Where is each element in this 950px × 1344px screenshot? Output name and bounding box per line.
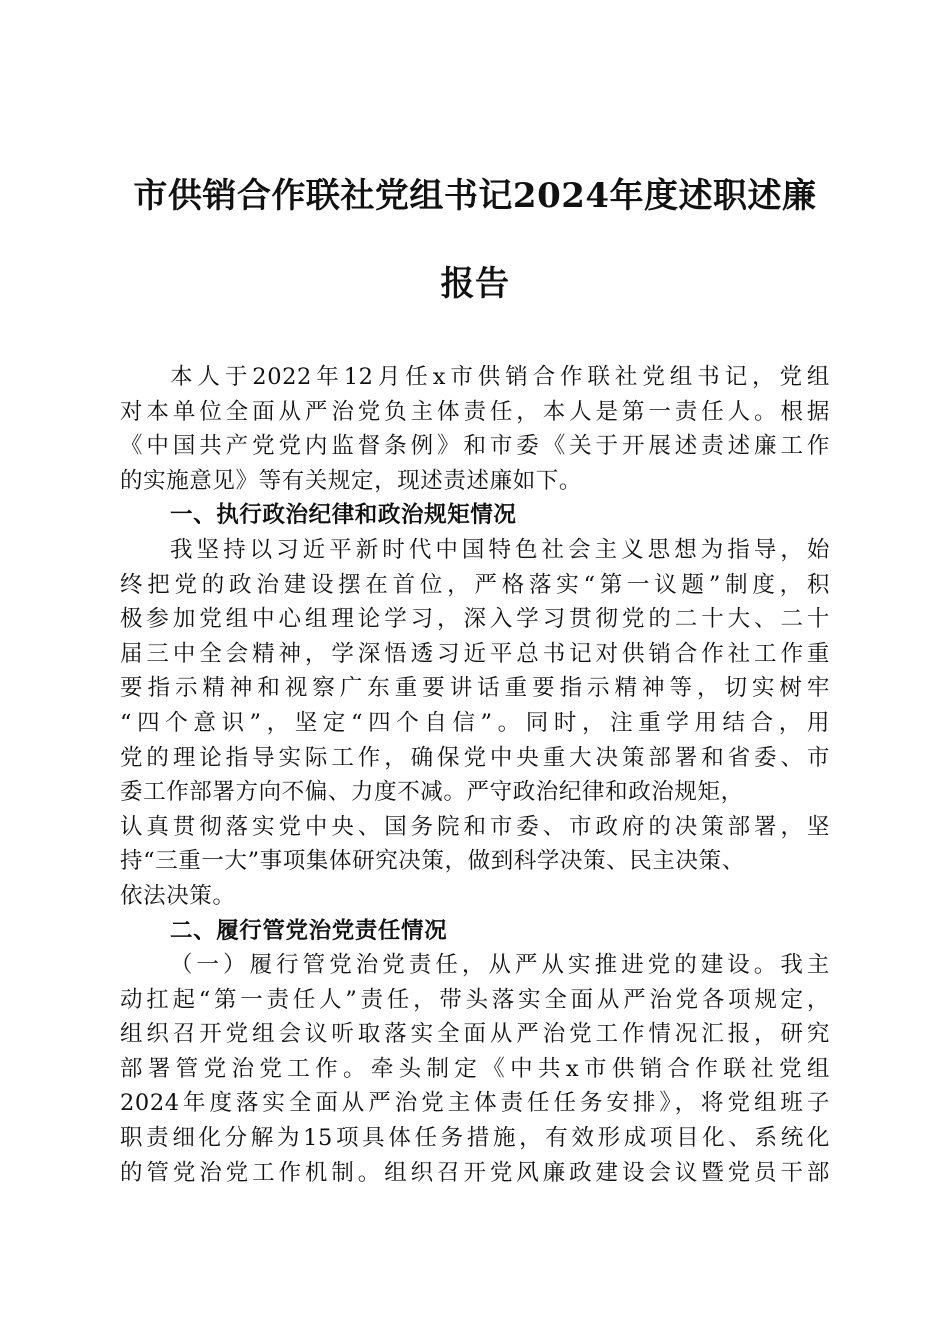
- paragraph-line: 委工作部署方向不偏、力度不减。严守政治纪律和政治规矩，: [120, 779, 744, 806]
- section-heading-2: 二、履行管党治党责任情况: [170, 917, 448, 944]
- paragraph-line: 我坚持以习近平新时代中国特色社会主义思想为指导，始: [170, 536, 830, 563]
- title-line-2: 报告: [440, 264, 510, 304]
- paragraph-line: 职责细化分解为15项具体任务措施，有效形成项目化、系统化: [120, 1125, 830, 1152]
- paragraph-line: 本人于2022年12月任x市供销合作联社党组书记，党组: [170, 364, 830, 390]
- document-body: [120, 360, 830, 1190]
- paragraph-line: 依法决策。: [120, 882, 236, 909]
- paragraph-line: 极参加党组中心组理论学习，深入学习贯彻党的二十大、二十: [120, 606, 830, 633]
- paragraph-line: 组织召开党组会议听取落实全面从严治党工作情况汇报，研究: [120, 1021, 830, 1048]
- title-line-1: 市供销合作联社党组书记2024年度述职述廉: [133, 176, 817, 216]
- document-title: [100, 170, 850, 310]
- paragraph-line: 要指示精神和视察广东重要讲话重要指示精神等，切实树牢: [120, 675, 830, 702]
- paragraph-line: 《中国共产党党内监督条例》和市委《关于开展述责述廉工作: [120, 433, 830, 460]
- paragraph-line: 动扛起“第一责任人”责任，带头落实全面从严治党各项规定，: [120, 986, 830, 1013]
- paragraph-line: “四个意识”，坚定“四个自信”。同时，注重学用结合，用: [120, 709, 830, 736]
- paragraph-line: 的管党治党工作机制。组织召开党风廉政建设会议暨党员干部: [120, 1159, 830, 1186]
- paragraph-line: 的实施意见》等有关规定，现述责述廉如下。: [120, 467, 583, 494]
- paragraph-line: 终把党的政治建设摆在首位，严格落实“第一议题”制度，积: [120, 571, 830, 598]
- paragraph-line: 2024年度落实全面从严治党主体责任任务安排》，将党组班子: [120, 1090, 830, 1117]
- paragraph-line: 持“三重一大”事项集体研究决策，做到科学决策、民主决策、: [120, 848, 745, 875]
- paragraph-line: 认真贯彻落实党中央、国务院和市委、市政府的决策部署，坚: [120, 813, 830, 840]
- section-heading-1: 一、执行政治纪律和政治规矩情况: [170, 502, 517, 529]
- paragraph-line: 党的理论指导实际工作，确保党中央重大决策部署和省委、市: [120, 744, 830, 771]
- paragraph-line: 届三中全会精神，学深悟透习近平总书记对供销合作社工作重: [120, 640, 830, 667]
- paragraph-line: 部署管党治党工作。牵头制定《中共x市供销合作联社党组: [120, 1055, 830, 1082]
- paragraph-line: （一）履行管党治党责任，从严从实推进党的建设。我主: [170, 952, 830, 979]
- paragraph-line: 对本单位全面从严治党负主体责任，本人是第一责任人。根据: [120, 398, 830, 425]
